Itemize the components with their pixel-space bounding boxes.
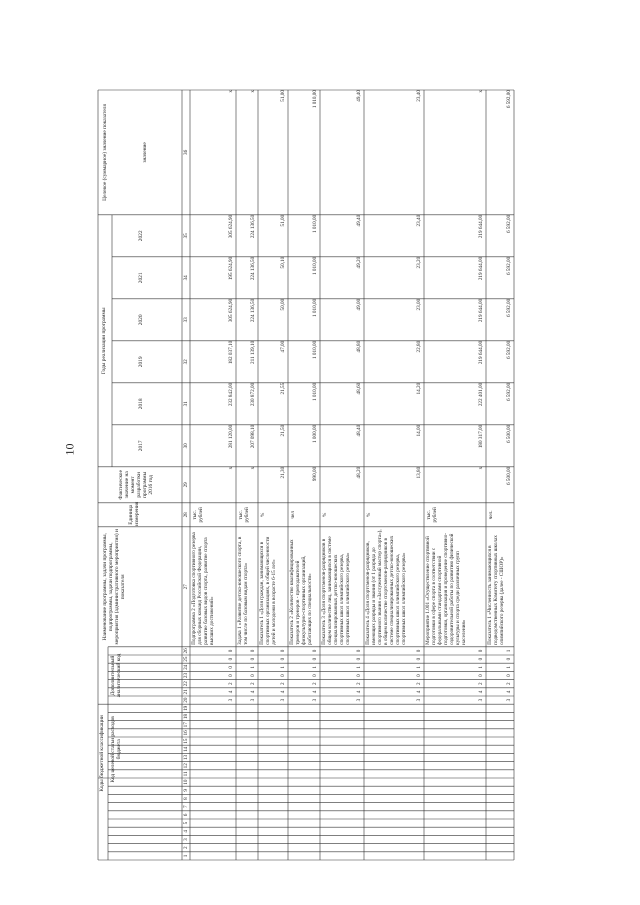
column-number: 1 (183, 854, 189, 858)
row-name: Подпрограмма 2 «Подготовка спортивного резерва для сборных команд Российской Федерации, развитие базовых видов спорта, развитие спорта высших достижений» (191, 532, 215, 645)
row-base-value: x (228, 466, 234, 470)
row-target-value: 6 592,00 (506, 90, 512, 109)
analytic-code: 0 (356, 657, 362, 661)
analytic-title: Дополнительный аналитический код (110, 653, 122, 698)
row-year-value: 305 624,90 (228, 214, 234, 239)
column-number: 25 (183, 656, 189, 662)
analytic-code: 4 (416, 690, 422, 694)
row-year-value: 1 000,00 (312, 424, 318, 443)
row-year-value: 6 592,00 (506, 382, 512, 401)
row-year-value: 50,10 (280, 256, 286, 269)
analytic-code: 1 (280, 666, 286, 669)
row-unit: чел (290, 511, 296, 519)
analytic-code: 0 (478, 657, 484, 661)
name-column-header: Наименование программы, задачи программы, подпрограммы, задачи подпрограммы, мероприятия (административного мероприятия) и показателя (102, 529, 126, 645)
column-number: 8 (183, 797, 189, 800)
analytic-code: 2 (356, 682, 362, 686)
analytic-code: 4 (228, 690, 234, 694)
year-header-2019: 2019 (138, 356, 144, 368)
analytic-code: 2 (228, 682, 234, 686)
column-number: 16 (183, 730, 189, 736)
analytic-code: 0 (280, 674, 286, 677)
row-name: Мероприятие 1.001 «Осуществление спортивной подготовки в сфере спорта в соответствии с федеральными стандартами спортивной подготовки, организация и проведение спортивно-оздоровительной работы по развитию физической культуры и спорта среди различных групп населения» (425, 532, 467, 645)
analytic-code: 3 (416, 698, 422, 702)
analytic-code: 2 (312, 682, 318, 686)
analytic-code: 1 (506, 649, 512, 653)
analytic-code: 2 (250, 682, 256, 686)
row-year-value: 305 624,90 (228, 298, 234, 323)
row-year-value: 6 592,00 (506, 298, 512, 317)
year-header-2018: 2018 (138, 398, 144, 410)
column-number: 2 (183, 846, 189, 850)
row-year-value: 182 037,10 (228, 340, 234, 365)
row-target-value: x (250, 90, 256, 93)
row-year-value: 219 644,00 (478, 256, 484, 281)
column-number: 13 (183, 754, 189, 761)
row-year-value: 219 644,00 (478, 340, 484, 365)
row-year-value: 6 592,00 (506, 214, 512, 233)
row-year-value: 180 317,00 (478, 424, 484, 449)
column-number: 35 (183, 233, 189, 239)
row-year-value: 51,00 (280, 214, 286, 227)
analytic-code: 4 (280, 690, 286, 694)
analytic-code: 3 (506, 698, 512, 702)
row-year-value: 222 401,00 (478, 382, 484, 407)
years-title: Годы реализации программы (101, 307, 107, 375)
analytic-code: 3 (250, 698, 256, 702)
analytic-code: 2 (506, 682, 512, 686)
analytic-code: 0 (228, 657, 234, 661)
row-year-value: 14,20 (416, 382, 422, 395)
column-number: 11 (183, 771, 189, 777)
column-number: 19 (183, 705, 189, 711)
row-year-value: 195 624,90 (228, 256, 234, 281)
row-unit: тыс. рублей (426, 507, 438, 523)
row-base-value: 990,00 (312, 466, 318, 482)
analytic-code: 1 (250, 666, 256, 669)
column-number: 24 (183, 664, 189, 670)
row-year-value: 21,50 (280, 424, 286, 437)
analytic-code: 0 (478, 674, 484, 677)
column-number: 23 (183, 672, 189, 679)
analytic-code: 0 (228, 649, 234, 653)
analytic-code: 1 (478, 666, 484, 669)
analytic-code: 2 (280, 682, 286, 686)
analytic-code: 0 (250, 649, 256, 653)
row-year-value: 22,80 (416, 340, 422, 353)
analytic-code: 1 (416, 666, 422, 669)
row-year-value: 49,40 (356, 214, 362, 227)
row-base-value: 6 500,00 (506, 466, 512, 485)
row-year-value: 1 010,00 (312, 256, 318, 275)
analytic-code: 0 (506, 657, 512, 661)
column-number: 21 (183, 689, 189, 695)
row-target-value: 23,40 (416, 90, 422, 102)
row-unit: тыс. рублей (192, 507, 204, 523)
row-unit: чел. (488, 510, 494, 520)
rotated-table-scan (98, 90, 598, 860)
year-header-2021: 2021 (138, 272, 144, 284)
analytic-code: 1 (312, 666, 318, 669)
analytic-code: 0 (280, 649, 286, 653)
column-number: 27 (183, 584, 189, 590)
analytic-code: 1 (356, 666, 362, 669)
year-header-2017: 2017 (138, 440, 144, 452)
column-number: 29 (183, 482, 189, 488)
analytic-code: 4 (356, 690, 362, 694)
year-header-2020: 2020 (138, 314, 144, 326)
analytic-code: 0 (478, 649, 484, 653)
analytic-code: 3 (478, 698, 484, 702)
analytic-code: 0 (356, 649, 362, 653)
analytic-code: 4 (506, 690, 512, 694)
row-year-value: 1 010,00 (312, 382, 318, 401)
row-year-value: 1 010,00 (312, 298, 318, 317)
row-target-value: x (478, 90, 484, 93)
row-year-value: 1 010,00 (312, 340, 318, 359)
analytic-code: 0 (280, 657, 286, 661)
analytic-code: 4 (250, 690, 256, 694)
analytic-code: 3 (356, 698, 362, 702)
column-number: 9 (183, 789, 189, 792)
analytic-code: 0 (356, 674, 362, 677)
kbk-title: Коды бюджетной классификации (99, 715, 105, 792)
target-subheader: значение (142, 142, 148, 163)
column-number: 3 (183, 838, 189, 841)
row-target-value: 49,40 (356, 90, 362, 102)
column-number: 22 (183, 681, 189, 687)
analytic-code: 0 (228, 674, 234, 677)
column-number: 31 (183, 401, 189, 407)
column-number: 28 (183, 512, 189, 518)
base-column-header: Фактическое значение на момент разработки программы 2016 год (118, 470, 154, 500)
column-number: 6 (183, 813, 189, 817)
row-year-value: 49,20 (356, 256, 362, 269)
row-year-value: 224 136,50 (250, 256, 256, 281)
analytic-code: 0 (228, 666, 234, 669)
row-year-value: 211 139,10 (250, 340, 256, 364)
column-number: 36 (183, 149, 189, 156)
column-number: 26 (183, 648, 189, 654)
row-target-value: 51,00 (280, 90, 286, 102)
row-year-value: 232 842,00 (228, 382, 234, 407)
column-number: 30 (183, 443, 189, 449)
analytic-code: 3 (280, 698, 286, 702)
analytic-code: 2 (478, 682, 484, 686)
row-name: Показатель 2 «Количество квалифицированных тренеров и тренеров - преподавателей физкультурно-спортивных организаций, работающих по специальности» (289, 539, 313, 645)
row-year-value: 281 120,00 (228, 424, 234, 449)
row-year-value: 23,40 (416, 214, 422, 227)
row-name: Задача 1 «Развитие детско-юношеского спорта, в том числе по базовым видам спорта» (237, 536, 249, 645)
column-number: 32 (183, 359, 189, 365)
row-year-value: 48,80 (356, 340, 362, 353)
row-name: Показатель 1 «Доля граждан, занимающихся в спортивных организациях, в общей численности детей и молодежи в возрасте 6-15 лет» (259, 536, 277, 645)
column-number: 7 (183, 805, 189, 809)
row-year-value: 48,60 (356, 382, 362, 395)
column-number: 18 (183, 713, 189, 720)
row-year-value: 21,55 (280, 382, 286, 395)
row-year-value: 219 644,00 (478, 214, 484, 239)
row-year-value: 49,00 (356, 298, 362, 311)
analytic-code: 0 (312, 657, 318, 661)
analytic-code: 0 (416, 649, 422, 653)
row-year-value: 23,20 (416, 256, 422, 269)
row-year-value: 6 500,00 (506, 424, 512, 443)
column-number: 5 (183, 821, 189, 825)
column-number: 14 (183, 746, 189, 752)
column-number: 34 (183, 275, 189, 281)
row-base-value: x (250, 466, 256, 470)
kbk-subtitle: Код целевой статьи расходов бюджета (110, 716, 122, 783)
row-year-value: 14,00 (416, 424, 422, 437)
row-name: Показатель 3 «Доля спортсменов-разрядников в общем количестве лиц, занимающихся в системе специализированных детско-юношеских спортивных школ олимпийского резерва, спортивных школ олимпийского резерва» (321, 536, 351, 645)
row-year-value: 230 872,00 (250, 382, 256, 407)
row-unit: % (260, 512, 266, 517)
analytic-code: 0 (312, 674, 318, 677)
analytic-code: 3 (228, 698, 234, 702)
row-unit: % (322, 512, 328, 517)
column-number: 12 (183, 763, 189, 769)
year-header-2022: 2022 (138, 230, 144, 242)
column-number: 4 (183, 830, 189, 833)
analytic-code: 0 (250, 674, 256, 677)
analytic-code: 0 (506, 674, 512, 677)
analytic-code: 0 (250, 657, 256, 661)
row-year-value: 48,40 (356, 424, 362, 437)
row-unit: % (366, 512, 372, 517)
column-number: 15 (183, 738, 189, 744)
row-year-value: 207 098,10 (250, 424, 256, 449)
row-year-value: 224 136,50 (250, 298, 256, 323)
row-base-value: 13,80 (416, 466, 422, 479)
row-base-value: 21,30 (280, 466, 286, 479)
target-column-header: Целевое (суммарное) значение показателя (102, 104, 108, 201)
row-year-value: 219 644,00 (478, 298, 484, 323)
row-year-value: 224 136,50 (250, 214, 256, 239)
analytic-code: 1 (506, 666, 512, 669)
analytic-code: 4 (478, 690, 484, 694)
column-number: 10 (183, 779, 189, 785)
analytic-code: 0 (416, 674, 422, 677)
row-target-value: 1 010,00 (312, 90, 318, 109)
analytic-code: 4 (312, 690, 318, 694)
analytic-code: 2 (416, 682, 422, 686)
analytic-code: 0 (312, 649, 318, 653)
row-name: Показатель 1 «Численность занимающихся в подведомственных Комитету спортивных школах олимпийского резерва (далее - СШОР)» (487, 535, 505, 645)
row-unit: тыс. рублей (238, 507, 250, 523)
analytic-code: 0 (416, 657, 422, 661)
row-year-value: 1 010,00 (312, 214, 318, 233)
page-number: 10 (62, 443, 77, 456)
analytic-code: 3 (312, 698, 318, 702)
column-number: 17 (183, 722, 189, 728)
row-name: Показатель 4 «Доля спортсменов-разрядников, имеющих разряды и звания (от 1 разряда до спортивного звания «Заслуженный мастер спорта»), в общем количестве спортсменов-разрядников в системе специализированных детско-юношеских спортивных школ олимпийского резерва, спортивных школ олимпийского резерва» (365, 529, 407, 645)
row-year-value: 23,00 (416, 298, 422, 311)
row-base-value: 48,20 (356, 466, 362, 479)
row-year-value: 6 592,00 (506, 256, 512, 275)
column-number: 20 (183, 697, 189, 703)
row-year-value: 47,00 (280, 340, 286, 353)
row-year-value: 6 592,00 (506, 340, 512, 359)
column-number: 33 (183, 317, 189, 323)
table-content (98, 90, 598, 860)
row-base-value: x (478, 466, 484, 470)
row-target-value: x (228, 90, 234, 93)
unit-column-header: Единица измерения (128, 501, 140, 526)
row-year-value: 50,00 (280, 298, 286, 311)
